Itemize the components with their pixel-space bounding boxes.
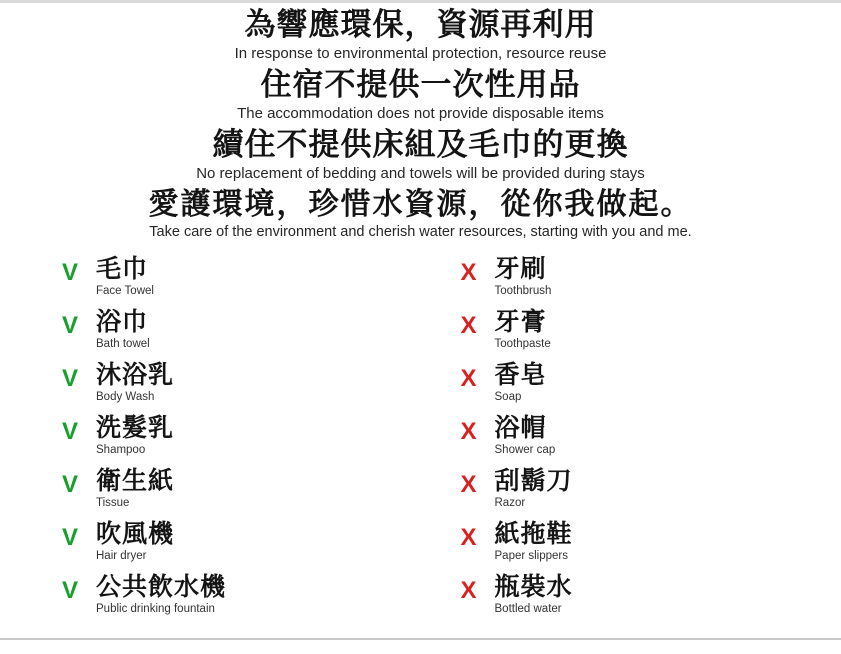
item-label-english: Body Wash [96, 390, 155, 403]
item-label-english: Toothbrush [494, 284, 552, 297]
list-item [62, 415, 423, 459]
headline-4-english: Take care of the environment and cherish water resources, starting with you and me. [149, 223, 692, 240]
item-labels [96, 256, 154, 298]
item-label-chinese: 吹風機 [96, 520, 175, 549]
headline-1-chinese: 為響應環保，資源再利用 [244, 7, 597, 42]
list-item [461, 415, 784, 459]
item-label-english: Tissue [96, 496, 130, 509]
headline-2-english: The accommodation does not provide disposable items [237, 104, 604, 122]
item-labels [96, 362, 174, 404]
check-icon: V [62, 471, 79, 499]
item-label-english: Bottled water [494, 602, 562, 615]
cross-icon: X [460, 312, 477, 340]
list-item [62, 362, 423, 406]
item-labels [495, 521, 573, 563]
check-icon: V [62, 524, 79, 552]
cross-icon: X [460, 471, 477, 499]
item-label-chinese: 洗髮乳 [96, 414, 175, 443]
headline-3-english: No replacement of bedding and towels will be provided during stays [196, 164, 645, 182]
list-item [461, 256, 784, 300]
top-divider [0, 0, 841, 3]
item-label-chinese: 浴帽 [494, 414, 547, 443]
item-labels [495, 574, 573, 616]
item-label-english: Public drinking fountain [96, 602, 215, 615]
item-label-chinese: 刮鬍刀 [494, 467, 573, 496]
list-item [461, 574, 784, 618]
item-label-english: Face Towel [96, 284, 154, 297]
cross-icon: X [460, 259, 477, 287]
cross-icon: X [460, 365, 477, 393]
headline-1-english: In response to environmental protection, resource reuse [234, 44, 607, 62]
item-labels [96, 574, 226, 616]
list-item [461, 468, 784, 512]
item-label-english: Hair dryer [96, 549, 147, 562]
list-item [62, 256, 423, 300]
item-labels [96, 521, 174, 563]
item-labels [495, 256, 552, 298]
check-icon: V [62, 418, 79, 446]
list-item [62, 309, 423, 353]
item-label-chinese: 香皂 [494, 361, 547, 390]
list-item [62, 521, 423, 565]
item-labels [495, 362, 547, 404]
item-label-english: Toothpaste [494, 337, 551, 350]
cross-icon: X [460, 418, 477, 446]
list-item [461, 309, 784, 353]
item-label-chinese: 牙膏 [494, 308, 547, 337]
headline-3-chinese: 續住不提供床組及毛巾的更換 [212, 126, 629, 162]
headline-2-chinese: 住宿不提供一次性用品 [260, 66, 581, 102]
list-item [461, 521, 784, 565]
item-label-chinese: 瓶裝水 [494, 573, 573, 602]
item-label-chinese: 紙拖鞋 [494, 520, 573, 549]
cross-icon: X [460, 577, 477, 605]
check-icon: V [62, 365, 79, 393]
headline-4-chinese: 愛護環境，珍惜水資源，從你我做起。 [148, 187, 693, 221]
item-label-english: Paper slippers [494, 549, 569, 562]
item-label-chinese: 衛生紙 [96, 467, 175, 496]
cross-icon: X [460, 524, 477, 552]
amenities-lists [0, 256, 841, 654]
item-labels [96, 415, 174, 457]
item-labels [96, 468, 174, 510]
check-icon: V [62, 312, 79, 340]
bottom-margin [0, 640, 841, 654]
check-icon: V [62, 259, 79, 287]
item-label-chinese: 公共飲水機 [96, 573, 227, 602]
item-label-english: Soap [494, 390, 522, 403]
list-item [62, 574, 423, 618]
item-labels [495, 415, 556, 457]
item-labels [96, 309, 150, 351]
item-label-english: Shower cap [494, 443, 556, 456]
item-label-chinese: 毛巾 [96, 255, 149, 284]
item-label-chinese: 沐浴乳 [96, 361, 175, 390]
check-icon: V [62, 577, 79, 605]
item-labels [495, 309, 551, 351]
list-item [62, 468, 423, 512]
item-label-english: Shampoo [96, 443, 146, 456]
item-label-english: Bath towel [96, 337, 150, 350]
item-label-chinese: 浴巾 [96, 308, 149, 337]
provided-column [62, 256, 423, 654]
item-label-english: Razor [494, 496, 526, 509]
headline-block [0, 4, 841, 246]
item-labels [495, 468, 573, 510]
list-item [461, 362, 784, 406]
not-provided-column [423, 256, 784, 654]
item-label-chinese: 牙刷 [494, 255, 547, 284]
